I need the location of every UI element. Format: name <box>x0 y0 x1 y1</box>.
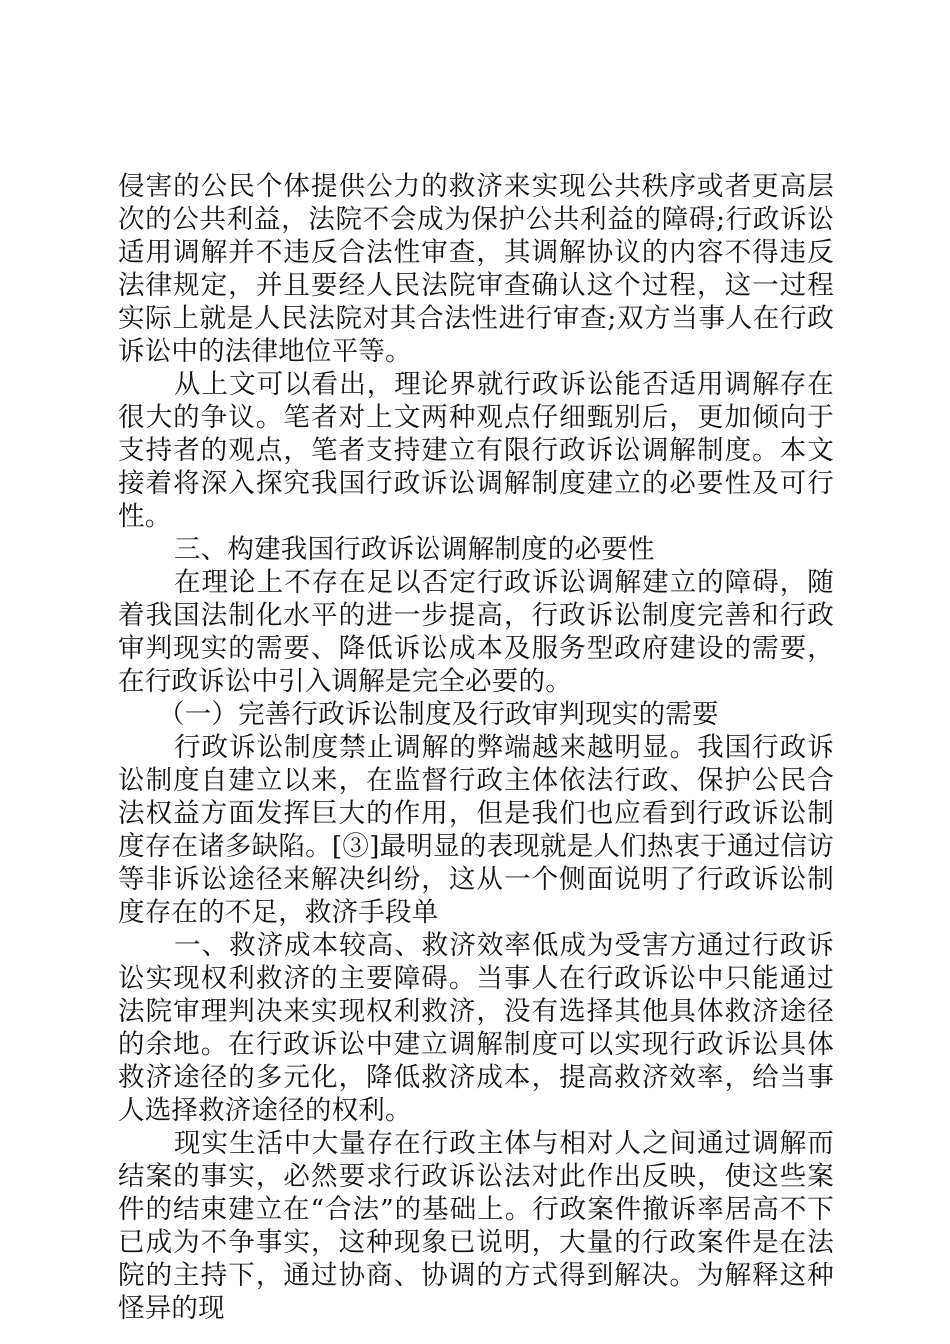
paragraph-continued: 侵害的公民个体提供公力的救济来实现公共秩序或者更高层次的公共利益，法院不会成为保护公共利益的障碍;行政诉讼适用调解并不违反合法性审查，其调解协议的内容不得违反法律规定，并且要经人民法院审查确认这个过程，这一过程实际上就是人民法院对其合法性进行审查;双方当事人在行政诉讼中的法律地位平等。 <box>118 171 834 367</box>
paragraph: 从上文可以看出，理论界就行政诉讼能否适用调解存在很大的争议。笔者对上文两种观点仔细甄别后，更加倾向于支持者的观点，笔者支持建立有限行政诉讼调解制度。本文接着将深入探究我国行政诉讼调解制度建立的必要性及可行性。 <box>118 369 834 532</box>
document-page <box>118 170 834 1325</box>
paragraph: 一、救济成本较高、救济效率低成为受害方通过行政诉讼实现权利救济的主要障碍。当事人在行政诉讼中只能通过法院审理判决来实现权利救济，没有选择其他具体救济途径的余地。在行政诉讼中建立调解制度可以实现行政诉讼具体救济途径的多元化，降低救济成本，提高救济效率，给当事人选择救济途径的权利。 <box>118 930 834 1126</box>
section-heading: 三、构建我国行政诉讼调解制度的必要性 <box>174 534 655 565</box>
paragraph: 行政诉讼制度禁止调解的弊端越来越明显。我国行政诉讼制度自建立以来，在监督行政主体依法行政、保护公民合法权益方面发挥巨大的作用，但是我们也应看到行政诉讼制度存在诸多缺陷。[③]最明显的表现就是人们热衷于通过信访等非诉讼途径来解决纠纷，这从一个侧面说明了行政诉讼制度存在的不足，救济手段单 <box>118 732 834 928</box>
subsection-heading: （一）完善行政诉讼制度及行政审判现实的需要 <box>158 699 719 730</box>
paragraph: 现实生活中大量存在行政主体与相对人之间通过调解而结案的事实，必然要求行政诉讼法对此作出反映，使这些案件的结束建立在“合法”的基础上。行政案件撤诉率居高不下已成为不争事实，这种现象已说明，大量的行政案件是在法院的主持下，通过协商、协调的方式得到解决。为解释这种怪异的现 <box>118 1128 834 1324</box>
paragraph: 在理论上不存在足以否定行政诉讼调解建立的障碍，随着我国法制化水平的进一步提高，行政诉讼制度完善和行政审判现实的需要、降低诉讼成本及服务型政府建设的需要，在行政诉讼中引入调解是完全必要的。 <box>118 567 834 697</box>
